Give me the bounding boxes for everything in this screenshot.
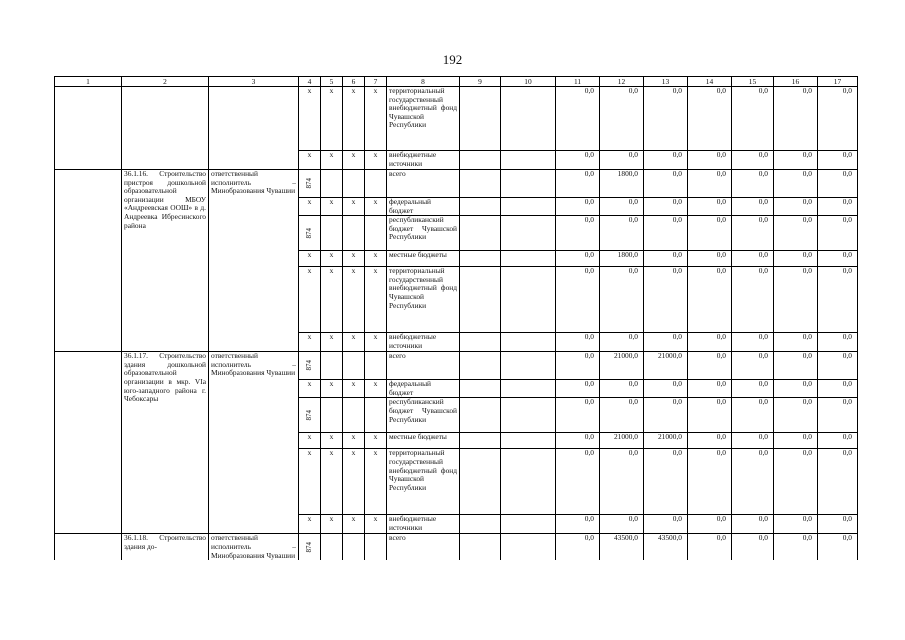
value-cell: 0,0: [556, 267, 600, 333]
source-label: внебюджетные источники: [387, 333, 460, 352]
empty-cell: [501, 170, 556, 198]
source-label: территориальный государственный внебюджетный фонд Чувашской Республики: [387, 267, 460, 333]
value-cell: 0,0: [732, 170, 774, 198]
empty-cell: [501, 267, 556, 333]
cell-x: х: [365, 515, 387, 534]
value-cell: 0,0: [644, 380, 688, 398]
code-cell: [299, 352, 321, 380]
value-cell: 0,0: [818, 534, 858, 560]
value-cell: 0,0: [732, 198, 774, 216]
value-cell: 0,0: [644, 333, 688, 352]
code-text: 874: [305, 178, 314, 189]
source-label: внебюджетные источники: [387, 515, 460, 534]
empty-cell: [55, 87, 122, 170]
source-label: федеральный бюджет: [387, 198, 460, 216]
value-cell: 0,0: [556, 449, 600, 515]
cell-x: х: [365, 198, 387, 216]
cell-x: х: [343, 198, 365, 216]
empty-cell: [501, 87, 556, 151]
value-cell: 0,0: [688, 333, 732, 352]
empty-cell: [460, 198, 501, 216]
source-label: местные бюджеты: [387, 251, 460, 267]
table-row: [55, 352, 858, 380]
cell-x: х: [299, 333, 321, 352]
value-cell: 0,0: [818, 380, 858, 398]
code-text: 874: [305, 227, 314, 239]
item-description: 36.1.18. Строительство здания до-: [122, 534, 209, 560]
empty-cell: [460, 216, 501, 251]
source-label: территориальный государственный внебюджетный фонд Чувашской Республики: [387, 449, 460, 515]
value-cell: 0,0: [600, 398, 644, 433]
source-label: всего: [387, 170, 460, 198]
cell-x: х: [321, 333, 343, 352]
empty-cell: [501, 333, 556, 352]
value-cell: 0,0: [644, 267, 688, 333]
empty-cell: [460, 333, 501, 352]
value-cell: 0,0: [600, 267, 644, 333]
value-cell: 0,0: [732, 433, 774, 449]
value-cell: 0,0: [644, 151, 688, 170]
value-cell: 0,0: [818, 198, 858, 216]
value-cell: 0,0: [600, 380, 644, 398]
empty-cell: [321, 534, 343, 560]
value-cell: 0,0: [688, 87, 732, 151]
value-cell: 0,0: [774, 515, 818, 534]
cell-x: х: [343, 87, 365, 151]
empty-cell: [460, 380, 501, 398]
value-cell: 0,0: [732, 87, 774, 151]
value-cell: 0,0: [774, 87, 818, 151]
value-cell: 0,0: [732, 534, 774, 560]
value-cell: 1800,0: [600, 251, 644, 267]
header-cell: 5: [321, 77, 343, 87]
value-cell: 0,0: [556, 515, 600, 534]
empty-cell: [460, 352, 501, 380]
value-cell: 0,0: [556, 251, 600, 267]
source-label: республиканский бюджет Чувашской Республики: [387, 216, 460, 251]
header-cell: 11: [556, 77, 600, 87]
value-cell: 0,0: [644, 251, 688, 267]
header-cell: 16: [774, 77, 818, 87]
header-cell: 12: [600, 77, 644, 87]
empty-cell: [501, 198, 556, 216]
value-cell: 0,0: [644, 515, 688, 534]
value-cell: 0,0: [818, 267, 858, 333]
value-cell: 0,0: [556, 216, 600, 251]
header-cell: 2: [122, 77, 209, 87]
empty-cell: [501, 151, 556, 170]
value-cell: 43500,0: [600, 534, 644, 560]
empty-cell: [343, 170, 365, 198]
value-cell: 0,0: [688, 170, 732, 198]
value-cell: 0,0: [644, 87, 688, 151]
code-text: 874: [305, 410, 314, 421]
empty-cell: [343, 398, 365, 433]
value-cell: 0,0: [774, 151, 818, 170]
item-description: 36.1.16. Строительство пристроя дошкольной образовательной организации МБОУ «Андреевская ООШ» в д. Андреевка Ибресинского района: [122, 170, 209, 352]
value-cell: 0,0: [644, 198, 688, 216]
value-cell: 0,0: [600, 333, 644, 352]
empty-cell: [501, 398, 556, 433]
value-cell: 0,0: [774, 534, 818, 560]
empty-cell: [55, 352, 122, 534]
empty-cell: [343, 352, 365, 380]
header-cell: 1: [55, 77, 122, 87]
cell-x: х: [343, 267, 365, 333]
empty-cell: [55, 170, 122, 352]
table-row: [55, 87, 858, 151]
source-label: федеральный бюджет: [387, 380, 460, 398]
value-cell: 0,0: [774, 170, 818, 198]
value-cell: 0,0: [732, 449, 774, 515]
cell-x: х: [365, 333, 387, 352]
value-cell: 0,0: [732, 380, 774, 398]
source-label: республиканский бюджет Чувашской Республики: [387, 398, 460, 433]
value-cell: 0,0: [556, 433, 600, 449]
value-cell: 0,0: [688, 198, 732, 216]
value-cell: 0,0: [556, 151, 600, 170]
source-label: территориальный государственный внебюджетный фонд Чувашской Республики: [387, 87, 460, 151]
value-cell: 0,0: [644, 216, 688, 251]
cell-x: х: [343, 433, 365, 449]
value-cell: 0,0: [600, 198, 644, 216]
empty-cell: [460, 267, 501, 333]
value-cell: 21000,0: [644, 433, 688, 449]
value-cell: 0,0: [774, 333, 818, 352]
empty-cell: [321, 352, 343, 380]
header-cell: 14: [688, 77, 732, 87]
value-cell: 0,0: [818, 398, 858, 433]
value-cell: 0,0: [644, 170, 688, 198]
code-text: 874: [305, 542, 314, 553]
value-cell: 0,0: [556, 398, 600, 433]
executor-label: ответственный исполнитель – Минобразования Чувашии: [209, 534, 299, 560]
empty-cell: [501, 515, 556, 534]
value-cell: 0,0: [732, 267, 774, 333]
cell-x: х: [321, 449, 343, 515]
empty-cell: [460, 534, 501, 560]
empty-cell: [501, 534, 556, 560]
table-row: [55, 534, 858, 560]
header-cell: 7: [365, 77, 387, 87]
value-cell: 0,0: [774, 449, 818, 515]
empty-cell: [321, 170, 343, 198]
cell-x: х: [365, 380, 387, 398]
value-cell: 0,0: [774, 216, 818, 251]
executor-label: ответственный исполнитель – Минобразования Чувашии: [209, 170, 299, 352]
value-cell: 0,0: [818, 170, 858, 198]
value-cell: 0,0: [818, 216, 858, 251]
empty-cell: [365, 216, 387, 251]
value-cell: 0,0: [688, 151, 732, 170]
cell-x: х: [365, 449, 387, 515]
page-number: 192: [442, 52, 463, 67]
value-cell: 0,0: [732, 398, 774, 433]
value-cell: 0,0: [818, 87, 858, 151]
value-cell: 21000,0: [600, 352, 644, 380]
cell-x: х: [321, 198, 343, 216]
empty-cell: [501, 433, 556, 449]
value-cell: 0,0: [688, 380, 732, 398]
value-cell: 0,0: [774, 398, 818, 433]
empty-cell: [460, 151, 501, 170]
value-cell: 0,0: [818, 433, 858, 449]
value-cell: 0,0: [600, 449, 644, 515]
value-cell: 0,0: [732, 216, 774, 251]
value-cell: 0,0: [818, 251, 858, 267]
header-cell: 15: [732, 77, 774, 87]
cell-x: х: [343, 251, 365, 267]
header-cell: 8: [387, 77, 460, 87]
header-row: [55, 77, 858, 87]
value-cell: 0,0: [688, 398, 732, 433]
cell-x: х: [299, 198, 321, 216]
value-cell: 0,0: [818, 333, 858, 352]
value-cell: 0,0: [556, 333, 600, 352]
empty-cell: [501, 216, 556, 251]
value-cell: 0,0: [600, 87, 644, 151]
cell-x: х: [321, 380, 343, 398]
cell-x: х: [365, 87, 387, 151]
value-cell: 0,0: [556, 198, 600, 216]
value-cell: 21000,0: [600, 433, 644, 449]
code-cell: [299, 534, 321, 560]
cell-x: х: [299, 515, 321, 534]
cell-x: х: [299, 151, 321, 170]
cell-x: х: [321, 267, 343, 333]
value-cell: 0,0: [732, 352, 774, 380]
source-label: всего: [387, 534, 460, 560]
header-cell: 6: [343, 77, 365, 87]
cell-x: х: [321, 251, 343, 267]
code-cell: [299, 398, 321, 433]
cell-x: х: [343, 151, 365, 170]
header-cell: 3: [209, 77, 299, 87]
value-cell: 1800,0: [600, 170, 644, 198]
code-cell: [299, 170, 321, 198]
cell-x: х: [365, 433, 387, 449]
header-cell: 4: [299, 77, 321, 87]
value-cell: 0,0: [556, 534, 600, 560]
empty-cell: [460, 515, 501, 534]
value-cell: 0,0: [688, 216, 732, 251]
item-description: 36.1.17. Строительство здания дошкольной образовательной организации в мкр. VIа юго-западного района г. Чебоксары: [122, 352, 209, 534]
value-cell: 0,0: [732, 515, 774, 534]
value-cell: 0,0: [556, 170, 600, 198]
empty-cell: [321, 216, 343, 251]
cell-x: х: [299, 251, 321, 267]
cell-x: х: [321, 87, 343, 151]
code-text: 874: [305, 360, 314, 371]
empty-cell: [460, 398, 501, 433]
value-cell: 0,0: [688, 267, 732, 333]
value-cell: 0,0: [818, 352, 858, 380]
empty-cell: [343, 216, 365, 251]
header-cell: 9: [460, 77, 501, 87]
cell-x: х: [299, 380, 321, 398]
value-cell: 0,0: [732, 251, 774, 267]
empty-cell: [460, 170, 501, 198]
value-cell: 0,0: [688, 515, 732, 534]
cell-x: х: [299, 87, 321, 151]
value-cell: 0,0: [774, 251, 818, 267]
value-cell: 0,0: [774, 267, 818, 333]
empty-cell: [365, 170, 387, 198]
value-cell: 0,0: [600, 515, 644, 534]
value-cell: 0,0: [774, 198, 818, 216]
value-cell: 0,0: [556, 380, 600, 398]
value-cell: 21000,0: [644, 352, 688, 380]
empty-cell: [365, 352, 387, 380]
value-cell: 43500,0: [644, 534, 688, 560]
cell-x: х: [321, 151, 343, 170]
value-cell: 0,0: [600, 216, 644, 251]
value-cell: 0,0: [732, 333, 774, 352]
value-cell: 0,0: [688, 449, 732, 515]
empty-cell: [365, 398, 387, 433]
empty-cell: [501, 352, 556, 380]
table-row: [55, 170, 858, 198]
budget-table: [54, 76, 858, 560]
source-label: местные бюджеты: [387, 433, 460, 449]
cell-x: х: [365, 267, 387, 333]
empty-cell: [343, 534, 365, 560]
header-cell: 10: [501, 77, 556, 87]
value-cell: 0,0: [818, 449, 858, 515]
cell-x: х: [343, 449, 365, 515]
value-cell: 0,0: [644, 398, 688, 433]
value-cell: 0,0: [688, 251, 732, 267]
value-cell: 0,0: [688, 352, 732, 380]
empty-cell: [122, 87, 209, 170]
cell-x: х: [343, 333, 365, 352]
value-cell: 0,0: [732, 151, 774, 170]
executor-label: ответственный исполнитель – Минобразования Чувашии: [209, 352, 299, 534]
value-cell: 0,0: [688, 534, 732, 560]
source-label: внебюджетные источники: [387, 151, 460, 170]
value-cell: 0,0: [600, 151, 644, 170]
cell-x: х: [343, 380, 365, 398]
value-cell: 0,0: [818, 515, 858, 534]
empty-cell: [501, 251, 556, 267]
empty-cell: [460, 251, 501, 267]
value-cell: 0,0: [644, 449, 688, 515]
empty-cell: [209, 87, 299, 170]
value-cell: 0,0: [818, 151, 858, 170]
cell-x: х: [321, 433, 343, 449]
cell-x: х: [365, 251, 387, 267]
empty-cell: [365, 534, 387, 560]
code-cell: [299, 216, 321, 251]
cell-x: х: [321, 515, 343, 534]
cell-x: х: [299, 267, 321, 333]
empty-cell: [460, 87, 501, 151]
cell-x: х: [299, 449, 321, 515]
empty-cell: [501, 449, 556, 515]
source-label: всего: [387, 352, 460, 380]
empty-cell: [501, 380, 556, 398]
header-cell: 17: [818, 77, 858, 87]
empty-cell: [321, 398, 343, 433]
value-cell: 0,0: [774, 433, 818, 449]
value-cell: 0,0: [556, 352, 600, 380]
cell-x: х: [365, 151, 387, 170]
header-cell: 13: [644, 77, 688, 87]
empty-cell: [460, 433, 501, 449]
value-cell: 0,0: [774, 380, 818, 398]
empty-cell: [55, 534, 122, 560]
value-cell: 0,0: [688, 433, 732, 449]
value-cell: 0,0: [774, 352, 818, 380]
empty-cell: [460, 449, 501, 515]
value-cell: 0,0: [556, 87, 600, 151]
cell-x: х: [299, 433, 321, 449]
cell-x: х: [343, 515, 365, 534]
